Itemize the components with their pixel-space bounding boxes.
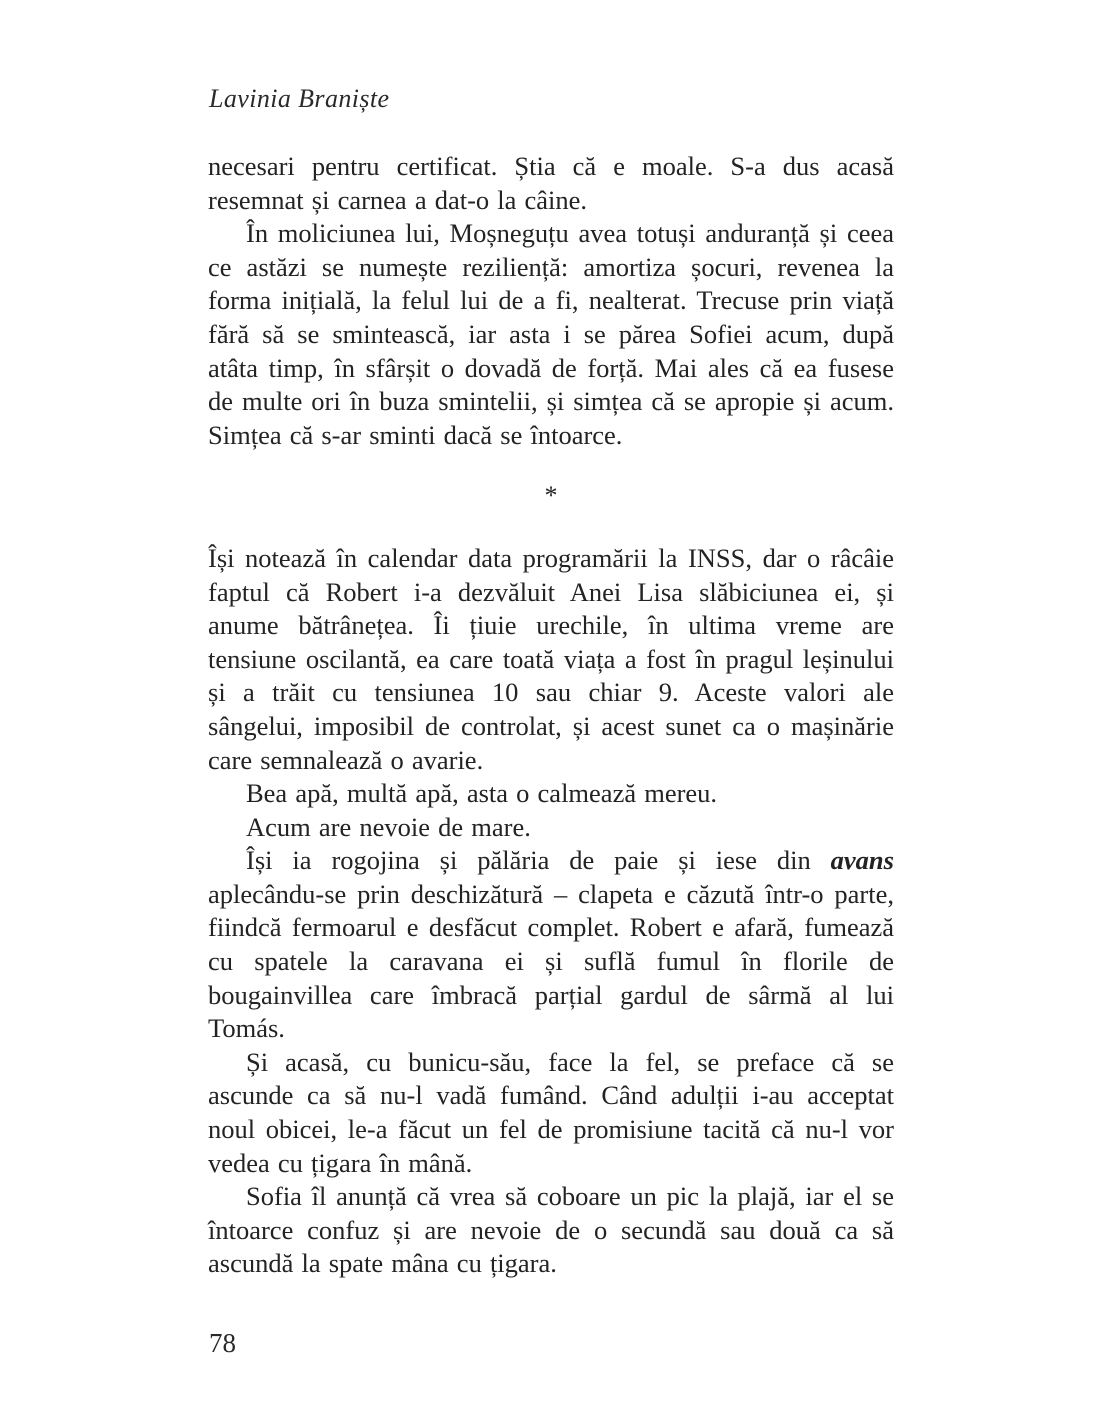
paragraph bbox=[208, 811, 894, 845]
text-segment: Bea apă, multă apă, asta o calmează mereu. bbox=[246, 778, 718, 809]
text-segment: Își ia rogojina și pălăria de paie și iese din bbox=[246, 845, 831, 876]
text-segment: În moliciunea lui, Moșneguțu avea totuși anduranță și ceea ce astăzi se numește reziliență: amortiza șocuri, revenea la forma inițială, la felul lui de a fi, nealterat. Trecuse prin viață fără să se smintească, iar asta i se părea Sofiei acum, după atâta timp, în sfârșit o dovadă de forță. Mai ales că ea fusese de multe ori în buza smintelii, și simțea că se apropie și acum. Simțea că s-ar sminti dacă se întoarce. bbox=[208, 218, 894, 450]
text-segment: Acum are nevoie de mare. bbox=[246, 811, 531, 842]
emphasized-word: avans bbox=[830, 845, 894, 876]
page-body bbox=[208, 150, 894, 1281]
paragraph bbox=[208, 777, 894, 811]
section-divider-asterisk: * bbox=[544, 481, 558, 511]
paragraph bbox=[208, 1046, 894, 1180]
text-segment: Își notează în calendar data programării la INSS, dar o râcâie faptul că Robert i-a dezvăluit Anei Lisa slăbiciunea ei, și anume bătrânețea. Îi țiuie urechile, în ultima vreme are tensiune oscilantă, ea care toată viața a fost în pragul leșinului și a trăit cu tensiunea 10 sau chiar 9. Aceste valori ale sângelui, imposibil de controlat, și acest sunet ca o mașinărie care semnalează o avarie. bbox=[208, 542, 894, 775]
text-segment: Sofia îl anunță că vrea să coboare un pic la plajă, iar el se întoarce confuz și are nevoie de o secundă sau două ca să ascundă la spate mâna cu țigara. bbox=[208, 1181, 894, 1279]
paragraph bbox=[208, 844, 894, 1046]
text-segment: necesari pentru certificat. Știa că e moale. S-a dus acasă resemnat și carnea a dat-o la câine. bbox=[208, 151, 894, 215]
paragraph bbox=[208, 1180, 894, 1281]
running-header-author: Lavinia Braniște bbox=[209, 84, 390, 113]
text-segment: aplecându-se prin deschizătură – clapeta e căzută într-o parte, fiindcă fermoarul e desfăcut complet. Robert e afară, fumează cu spatele la caravana ei și suflă fumul în florile de bougainvillea care îmbracă parțial gardul de sârmă al lui Tomás. bbox=[208, 878, 894, 1044]
text-segment: Și acasă, cu bunicu-său, face la fel, se preface că se ascunde ca să nu-l vadă fumând. Când adulții i-au acceptat noul obicei, le-a făcut un fel de promisiune tacită că nu-l vor vedea cu țigara în mână. bbox=[208, 1046, 894, 1178]
paragraph bbox=[208, 217, 894, 452]
paragraph bbox=[208, 150, 894, 217]
page-number: 78 bbox=[209, 1328, 236, 1358]
paragraph bbox=[208, 542, 894, 777]
